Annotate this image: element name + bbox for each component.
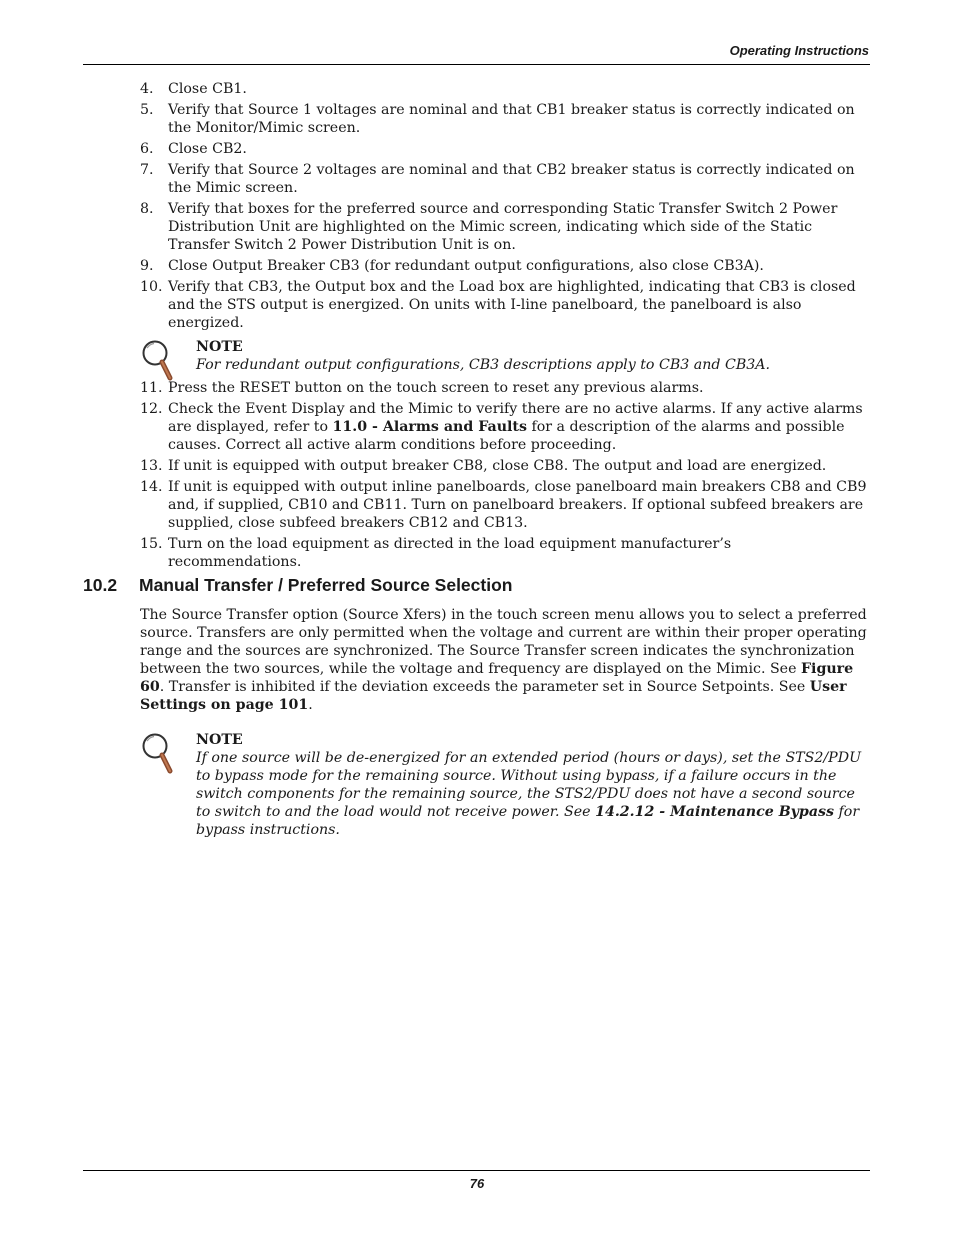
step-text: Turn on the load equipment as directed in the load equipment manufacturer’s recommendations. xyxy=(168,536,732,570)
note-label: NOTE xyxy=(196,339,243,355)
page-number: 76 xyxy=(469,1176,485,1191)
step-number: 4. xyxy=(140,81,154,97)
step-text: Close CB2. xyxy=(168,141,247,157)
magnifier-icon xyxy=(140,731,174,777)
note-label: NOTE xyxy=(196,732,243,748)
list-item xyxy=(140,535,868,571)
note-text: For redundant output configurations, CB3 descriptions apply to CB3 and CB3A. xyxy=(196,357,771,373)
running-header: Operating Instructions xyxy=(729,43,869,58)
footer-rule xyxy=(83,1170,870,1171)
steps-list-part1 xyxy=(140,80,868,335)
step-text: If unit is equipped with output inline panelboards, close panelboard main breakers CB8 and CB9 and, if supplied, CB10 and CB11. Turn on panelboard breakers. If optional subfeed breakers are supplied, close subfeed breakers CB12 and CB13. xyxy=(168,479,867,531)
note-text-end: for bypass instructions. xyxy=(196,804,860,838)
list-item xyxy=(140,257,868,275)
step-number: 14. xyxy=(140,479,163,495)
step-text: Verify that CB3, the Output box and the Load box are highlighted, indicating that CB3 is closed and the STS output is energized. On units with I-line panelboard, the panelboard is also energized. xyxy=(168,279,856,331)
step-text: Verify that Source 2 voltages are nominal and that CB2 breaker status is correctly indicated on the Mimic screen. xyxy=(168,162,855,196)
step-number: 8. xyxy=(140,201,154,217)
section-heading xyxy=(83,575,512,596)
paragraph-text-1: The Source Transfer option (Source Xfers) in the touch screen menu allows you to select a preferred source. Transfers are only permitted when the voltage and current are within their proper operating range and the sources are synchronized. The Source Transfer screen indicates the synchronization between the two sources, while the voltage and frequency are displayed on the Mimic. See xyxy=(140,607,867,677)
step-text xyxy=(168,400,868,454)
section-number: 10.2 xyxy=(83,575,118,595)
step-number: 9. xyxy=(140,258,154,274)
section-title: Manual Transfer / Preferred Source Selection xyxy=(139,575,513,595)
step-number: 7. xyxy=(140,162,154,178)
paragraph-text-2: . Transfer is inhibited if the deviation exceeds the parameter set in Source Setpoints. See xyxy=(159,679,810,695)
step-text: Press the RESET button on the touch screen to reset any previous alarms. xyxy=(168,380,704,396)
note-text-start: If one source will be de-energized for an extended period (hours or days), set the STS2/PDU to bypass mode for the remaining source. Without using bypass, if a failure occurs in the switch components for the remaining source, the STS2/PDU does not have a second source to switch to and the load would not receive power. See xyxy=(196,750,862,820)
steps-list-part2 xyxy=(140,379,868,574)
list-item xyxy=(140,400,868,454)
section-reference: 11.0 - Alarms and Faults xyxy=(332,419,527,435)
list-item xyxy=(140,457,868,475)
note-content xyxy=(196,338,870,374)
list-item xyxy=(140,140,868,158)
step-text-end: for a description of the alarms and possible causes. Correct all active alarm conditions before proceeding. xyxy=(168,419,845,453)
list-item xyxy=(140,200,868,254)
note-content xyxy=(196,731,870,839)
step-number: 13. xyxy=(140,458,163,474)
list-item xyxy=(140,478,868,532)
step-text: Verify that boxes for the preferred source and corresponding Static Transfer Switch 2 Power Distribution Unit are highlighted on the Mimic screen, indicating which side of the Static Transfer Switch 2 Power Distribution Unit is on. xyxy=(168,201,838,253)
list-item xyxy=(140,379,868,397)
figure-reference: Figure 60 xyxy=(140,661,854,695)
step-number: 12. xyxy=(140,401,163,417)
list-item xyxy=(140,278,868,332)
step-number: 6. xyxy=(140,141,154,157)
step-number: 10. xyxy=(140,279,163,295)
step-number: 15. xyxy=(140,536,163,552)
step-text: Verify that Source 1 voltages are nominal and that CB1 breaker status is correctly indicated on the Monitor/Mimic screen. xyxy=(168,102,855,136)
header-rule xyxy=(83,64,870,65)
list-item xyxy=(140,80,868,98)
note-box xyxy=(140,338,870,374)
step-number: 11. xyxy=(140,380,163,396)
list-item xyxy=(140,101,868,137)
list-item xyxy=(140,161,868,197)
step-text: Close CB1. xyxy=(168,81,247,97)
magnifier-icon xyxy=(140,338,174,384)
step-text: Close Output Breaker CB3 (for redundant output configurations, also close CB3A). xyxy=(168,258,764,274)
step-number: 5. xyxy=(140,102,154,118)
step-text-start: Check the Event Display and the Mimic to verify there are no active alarms. If any active alarms are displayed, refer to xyxy=(168,401,863,435)
note-box xyxy=(140,731,870,839)
body-paragraph xyxy=(140,606,870,714)
note-text xyxy=(196,749,870,839)
step-text: If unit is equipped with output breaker CB8, close CB8. The output and load are energized. xyxy=(168,458,827,474)
section-reference: 14.2.12 - Maintenance Bypass xyxy=(595,804,835,820)
page-reference: User Settings on page 101 xyxy=(140,679,847,713)
paragraph-text-3: . xyxy=(308,697,313,713)
